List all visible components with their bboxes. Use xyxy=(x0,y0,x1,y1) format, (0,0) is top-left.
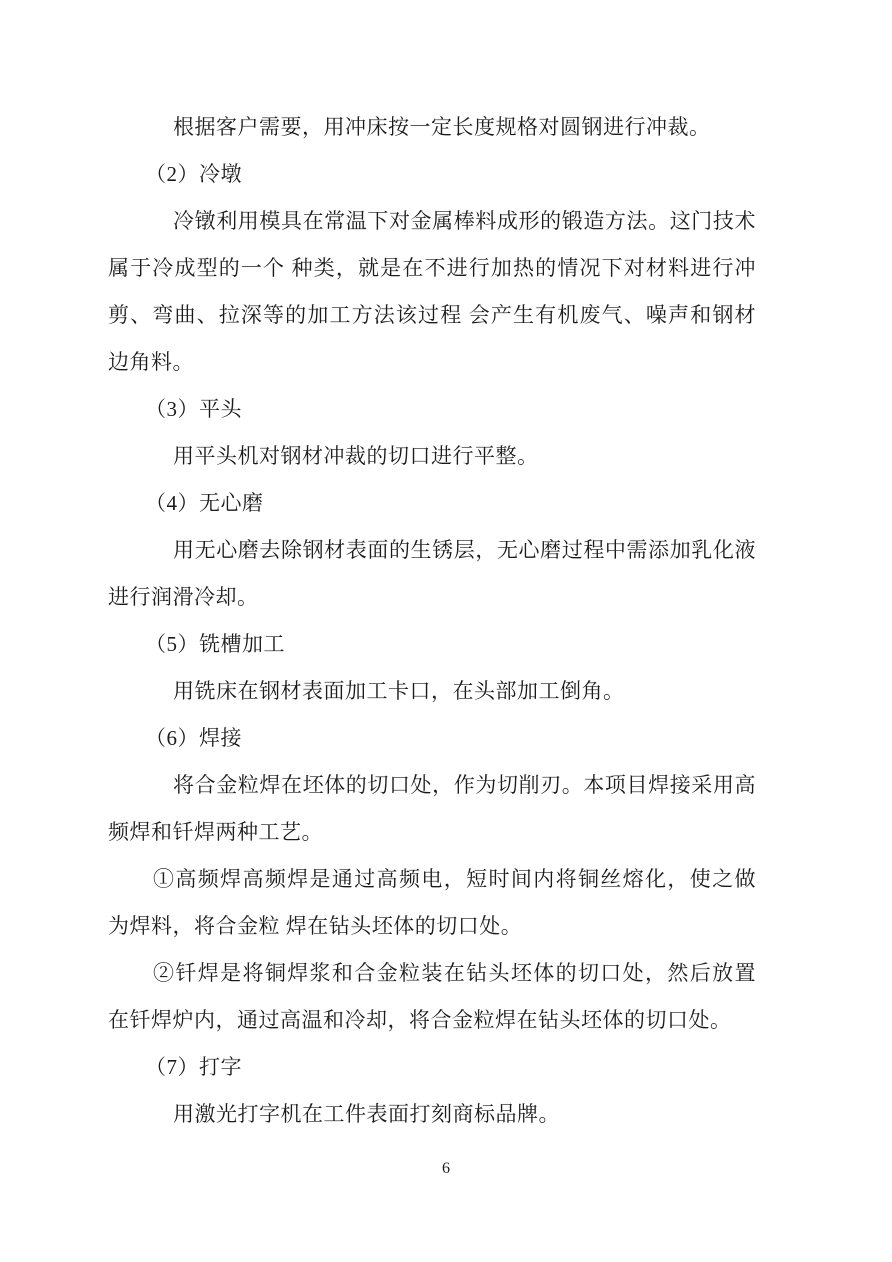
text-line: （6）焊接 xyxy=(145,726,242,750)
text-line: 根据客户需要，用冲床按一定长度规格对圆钢进行冲裁。 xyxy=(173,115,711,139)
text-line: 属于冷成型的一个 种类，就是在不进行加热的情况下对材料进行冲 xyxy=(108,256,756,280)
page-number: 6 xyxy=(442,1160,450,1177)
text-line: 边角料。 xyxy=(108,350,194,374)
text-line: 频焊和钎焊两种工艺。 xyxy=(108,820,323,844)
text-line: 在钎焊炉内，通过高温和冷却，将合金粒焊在钻头坯体的切口处。 xyxy=(108,1008,732,1032)
text-line: 剪、弯曲、拉深等的加工方法该过程 会产生有机废气、噪声和钢材 xyxy=(108,303,756,327)
text-line: 用无心磨去除钢材表面的生锈层，无心磨过程中需添加乳化液 xyxy=(173,538,756,562)
text-line: 进行润滑冷却。 xyxy=(108,585,259,609)
text-line: （2）冷墩 xyxy=(145,162,242,186)
text-line: ②钎焊是将铜焊浆和合金粒装在钻头坯体的切口处，然后放置 xyxy=(153,961,756,985)
text-line: （5）铣槽加工 xyxy=(145,632,285,656)
text-line: 用铣床在钢材表面加工卡口，在头部加工倒角。 xyxy=(173,679,625,703)
text-line: 将合金粒焊在坯体的切口处，作为切削刃。本项目焊接采用高 xyxy=(173,773,756,797)
text-line: （4）无心磨 xyxy=(145,491,264,515)
text-line: 用激光打字机在工件表面打刻商标品牌。 xyxy=(173,1102,560,1126)
text-line: （7）打字 xyxy=(145,1055,242,1079)
document-body xyxy=(108,104,756,1138)
text-line: 为焊料，将合金粒 焊在钻头坯体的切口处。 xyxy=(108,914,523,938)
text-line: 用平头机对钢材冲裁的切口进行平整。 xyxy=(173,444,539,468)
text-line: 冷镦利用模具在常温下对金属棒料成形的锻造方法。这门技术 xyxy=(173,209,756,233)
text-line: ①高频焊高频焊是通过高频电，短时间内将铜丝熔化，使之做 xyxy=(153,867,756,891)
text-line: （3）平头 xyxy=(145,397,242,421)
